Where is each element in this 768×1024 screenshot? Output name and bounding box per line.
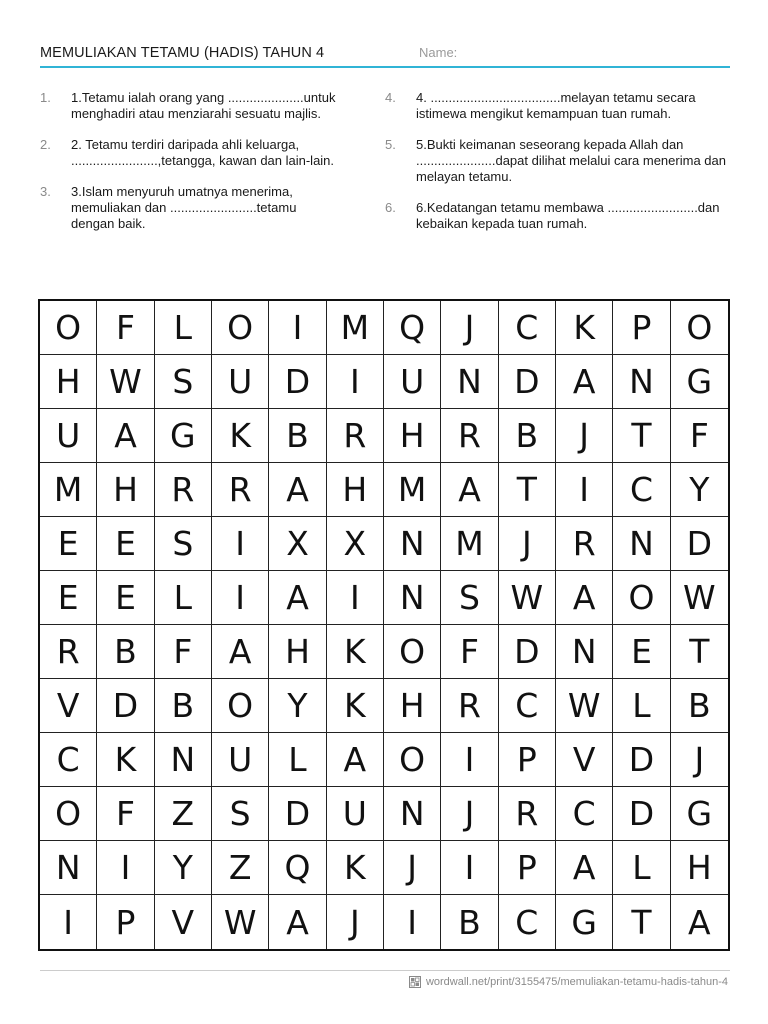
question-text: 3.Islam menyuruh umatnya menerima, memuliakan dan ........................tetamu dengan baik. (71, 184, 297, 231)
grid-cell[interactable]: C (499, 679, 556, 733)
grid-cell[interactable]: R (441, 679, 498, 733)
question-item (385, 200, 730, 232)
question-text: 6.Kedatangan tetamu membawa .........................dan kebaikan kepada tuan rumah. (416, 200, 720, 231)
grid-cell[interactable]: R (327, 409, 384, 463)
grid-cell[interactable]: S (212, 787, 269, 841)
grid-cell[interactable]: U (384, 355, 441, 409)
grid-cell[interactable]: B (499, 409, 556, 463)
grid-cell[interactable]: J (499, 517, 556, 571)
grid-cell[interactable]: V (40, 679, 97, 733)
grid-cell[interactable]: M (327, 301, 384, 355)
grid-cell[interactable]: A (212, 625, 269, 679)
grid-cell[interactable]: O (40, 301, 97, 355)
grid-cell[interactable]: J (441, 301, 498, 355)
grid-cell[interactable]: P (97, 895, 154, 949)
grid-cell[interactable]: Y (155, 841, 212, 895)
grid-cell[interactable]: A (688, 902, 711, 942)
grid-cell[interactable]: S (155, 355, 212, 409)
grid-cell[interactable]: U (327, 787, 384, 841)
grid-cell[interactable]: F (155, 625, 212, 679)
grid-cell[interactable]: D (499, 355, 556, 409)
grid-cell[interactable]: G (556, 895, 613, 949)
grid-cell[interactable]: X (327, 517, 384, 571)
grid-cell[interactable]: S (155, 517, 212, 571)
grid-cell[interactable]: C (499, 895, 556, 949)
grid-cell[interactable]: D (499, 625, 556, 679)
grid-cell[interactable]: J (671, 733, 728, 787)
grid-cell[interactable]: G (671, 355, 728, 409)
grid-cell[interactable]: L (269, 733, 326, 787)
grid-cell[interactable]: K (97, 733, 154, 787)
grid-cell[interactable]: I (441, 841, 498, 895)
grid-cell[interactable]: C (40, 733, 97, 787)
grid-cell[interactable]: E (613, 625, 670, 679)
questions-column-left (40, 90, 340, 247)
grid-cell[interactable]: G (671, 787, 728, 841)
grid-cell[interactable]: W (212, 895, 269, 949)
grid-cell[interactable]: P (613, 301, 670, 355)
grid-cell[interactable]: I (556, 463, 613, 517)
header-divider (40, 66, 730, 68)
grid-cell[interactable]: N (613, 517, 670, 571)
grid-cell[interactable]: N (384, 787, 441, 841)
grid-cell[interactable]: H (327, 463, 384, 517)
question-item (40, 90, 340, 122)
question-text: 2. Tetamu terdiri daripada ahli keluarga, ........................,tetangga, kawan dan lain-lain. (71, 137, 335, 168)
grid-cell[interactable]: E (97, 517, 154, 571)
footer (409, 976, 728, 988)
wordwall-logo-icon (409, 976, 421, 988)
grid-cell[interactable]: B (671, 679, 728, 733)
grid-cell[interactable]: O (671, 301, 728, 355)
grid-cell[interactable]: R (212, 463, 269, 517)
grid-cell[interactable]: T (671, 625, 728, 679)
grid-cell[interactable]: T (613, 895, 670, 949)
grid-cell[interactable]: U (40, 409, 97, 463)
grid-cell[interactable]: O (384, 625, 441, 679)
question-text: 1.Tetamu ialah orang yang .....................untuk menghadiri atau menziarahi sesuatu majlis. (71, 90, 336, 121)
question-number: 3. (40, 184, 51, 199)
question-number: 4. (385, 90, 396, 105)
grid-cell[interactable]: N (384, 571, 441, 625)
question-number: 1. (40, 90, 51, 105)
grid-cell[interactable]: F (671, 409, 728, 463)
grid-cell[interactable]: A (327, 733, 384, 787)
grid-cell[interactable]: I (327, 571, 384, 625)
grid-cell[interactable]: K (327, 625, 384, 679)
grid-cell[interactable]: M (384, 463, 441, 517)
grid-cell[interactable]: F (441, 625, 498, 679)
grid-cell[interactable]: M (441, 517, 498, 571)
grid-cell[interactable]: N (556, 625, 613, 679)
grid-cell[interactable]: P (499, 841, 556, 895)
question-item (385, 90, 730, 122)
grid-cell[interactable]: H (671, 841, 728, 895)
grid-cell[interactable]: M (40, 463, 97, 517)
grid-cell[interactable]: L (155, 571, 212, 625)
grid-cell[interactable]: E (97, 571, 154, 625)
grid-cell[interactable]: H (384, 409, 441, 463)
footer-divider (40, 970, 730, 971)
grid-cell[interactable]: H (384, 679, 441, 733)
question-number: 5. (385, 137, 396, 152)
question-text: 4. ....................................melayan tetamu secara istimewa mengikut kemampuan tuan rumah. (416, 90, 696, 121)
grid-cell[interactable]: K (327, 841, 384, 895)
grid-cell[interactable]: A (441, 463, 498, 517)
grid-cell[interactable]: I (327, 355, 384, 409)
grid-cell[interactable]: U (212, 355, 269, 409)
grid-cell[interactable]: K (556, 301, 613, 355)
question-number: 2. (40, 137, 51, 152)
grid-cell[interactable]: A (556, 841, 613, 895)
grid-cell[interactable]: J (441, 787, 498, 841)
grid-cell[interactable]: B (269, 409, 326, 463)
grid-cell[interactable]: P (499, 733, 556, 787)
question-text: 5.Bukti keimanan seseorang kepada Allah dan ......................dapat dilihat melalui cara menerima dan melayan tetamu. (416, 137, 726, 184)
grid-cell[interactable]: W (499, 571, 556, 625)
question-item (385, 137, 730, 185)
grid-cell[interactable]: A (97, 409, 154, 463)
grid-cell[interactable]: H (97, 463, 154, 517)
grid-cell[interactable]: V (155, 895, 212, 949)
grid-cell[interactable]: I (40, 895, 97, 949)
grid-cell[interactable]: I (97, 841, 154, 895)
question-item (40, 184, 340, 232)
worksheet-title: MEMULIAKAN TETAMU (HADIS) TAHUN 4 (40, 45, 325, 61)
grid-cell[interactable]: Y (671, 463, 728, 517)
grid-cell[interactable]: V (556, 733, 613, 787)
grid-cell[interactable]: D (269, 355, 326, 409)
footer-url[interactable]: wordwall.net/print/3155475/memuliakan-tetamu-hadis-tahun-4 (425, 976, 728, 988)
grid-cell[interactable]: K (212, 409, 269, 463)
grid-cell[interactable]: O (212, 301, 269, 355)
grid-cell[interactable]: Z (212, 841, 269, 895)
grid-cell[interactable]: D (613, 787, 670, 841)
grid-cell[interactable]: O (384, 733, 441, 787)
grid-cell[interactable]: J (556, 409, 613, 463)
grid-cell[interactable]: A (556, 355, 613, 409)
grid-cell[interactable]: L (613, 679, 670, 733)
grid-cell[interactable]: Q (269, 841, 326, 895)
grid-cell[interactable]: N (155, 733, 212, 787)
grid-cell[interactable]: A (269, 895, 326, 949)
grid-cell[interactable]: W (556, 679, 613, 733)
grid-cell[interactable]: Y (269, 679, 326, 733)
questions-column-right (385, 90, 730, 247)
grid-cell[interactable]: I (212, 571, 269, 625)
grid-cell[interactable]: R (499, 787, 556, 841)
grid-cell[interactable]: F (97, 787, 154, 841)
grid-cell[interactable]: I (441, 733, 498, 787)
grid-cell[interactable]: T (613, 409, 670, 463)
grid-cell[interactable]: U (212, 733, 269, 787)
grid-cell[interactable]: K (327, 679, 384, 733)
grid-cell[interactable]: I (212, 517, 269, 571)
grid-cell[interactable]: W (671, 571, 728, 625)
worksheet-header (40, 42, 730, 68)
grid-cell[interactable]: R (155, 463, 212, 517)
grid-cell[interactable]: X (269, 517, 326, 571)
grid-cell[interactable]: G (155, 409, 212, 463)
grid-cell[interactable]: O (40, 787, 97, 841)
grid-cell[interactable]: D (671, 517, 728, 571)
grid-cell[interactable]: E (40, 517, 97, 571)
question-number: 6. (385, 200, 396, 215)
question-item (40, 137, 340, 169)
grid-cell[interactable]: A (269, 571, 326, 625)
grid-cell[interactable]: W (97, 355, 154, 409)
grid-cell[interactable]: A (269, 463, 326, 517)
grid-cell[interactable]: O (613, 571, 670, 625)
grid-cell[interactable]: L (613, 841, 670, 895)
grid-cell[interactable]: Q (384, 301, 441, 355)
grid-cell[interactable]: L (155, 301, 212, 355)
grid-cell[interactable]: D (613, 733, 670, 787)
grid-cell[interactable]: B (97, 625, 154, 679)
grid-cell[interactable]: R (40, 625, 97, 679)
grid-cell[interactable]: J (384, 841, 441, 895)
grid-cell[interactable]: D (97, 679, 154, 733)
grid-cell[interactable]: C (613, 463, 670, 517)
grid-cell[interactable]: C (556, 787, 613, 841)
grid-cell[interactable]: B (441, 895, 498, 949)
grid-cell[interactable]: H (269, 625, 326, 679)
grid-cell[interactable]: H (40, 355, 97, 409)
grid-cell[interactable]: J (327, 895, 384, 949)
word-search-grid (38, 299, 730, 951)
grid-cell[interactable]: E (40, 571, 97, 625)
grid-cell[interactable]: Z (155, 787, 212, 841)
grid-cell[interactable]: A (556, 571, 613, 625)
grid-cell[interactable]: B (155, 679, 212, 733)
grid-cell[interactable]: O (212, 679, 269, 733)
grid-cell[interactable]: N (40, 841, 97, 895)
grid-cell[interactable]: I (269, 301, 326, 355)
grid-cell[interactable]: N (441, 355, 498, 409)
grid-cell[interactable]: C (499, 301, 556, 355)
grid-cell[interactable]: R (556, 517, 613, 571)
grid-cell[interactable]: R (441, 409, 498, 463)
grid-cell[interactable]: N (384, 517, 441, 571)
grid-cell[interactable]: I (384, 895, 441, 949)
grid-cell[interactable]: S (441, 571, 498, 625)
grid-cell[interactable]: F (97, 301, 154, 355)
grid-cell[interactable]: N (613, 355, 670, 409)
grid-cell[interactable]: T (499, 463, 556, 517)
grid-cell[interactable]: D (269, 787, 326, 841)
name-field-label: Name: (419, 45, 458, 60)
